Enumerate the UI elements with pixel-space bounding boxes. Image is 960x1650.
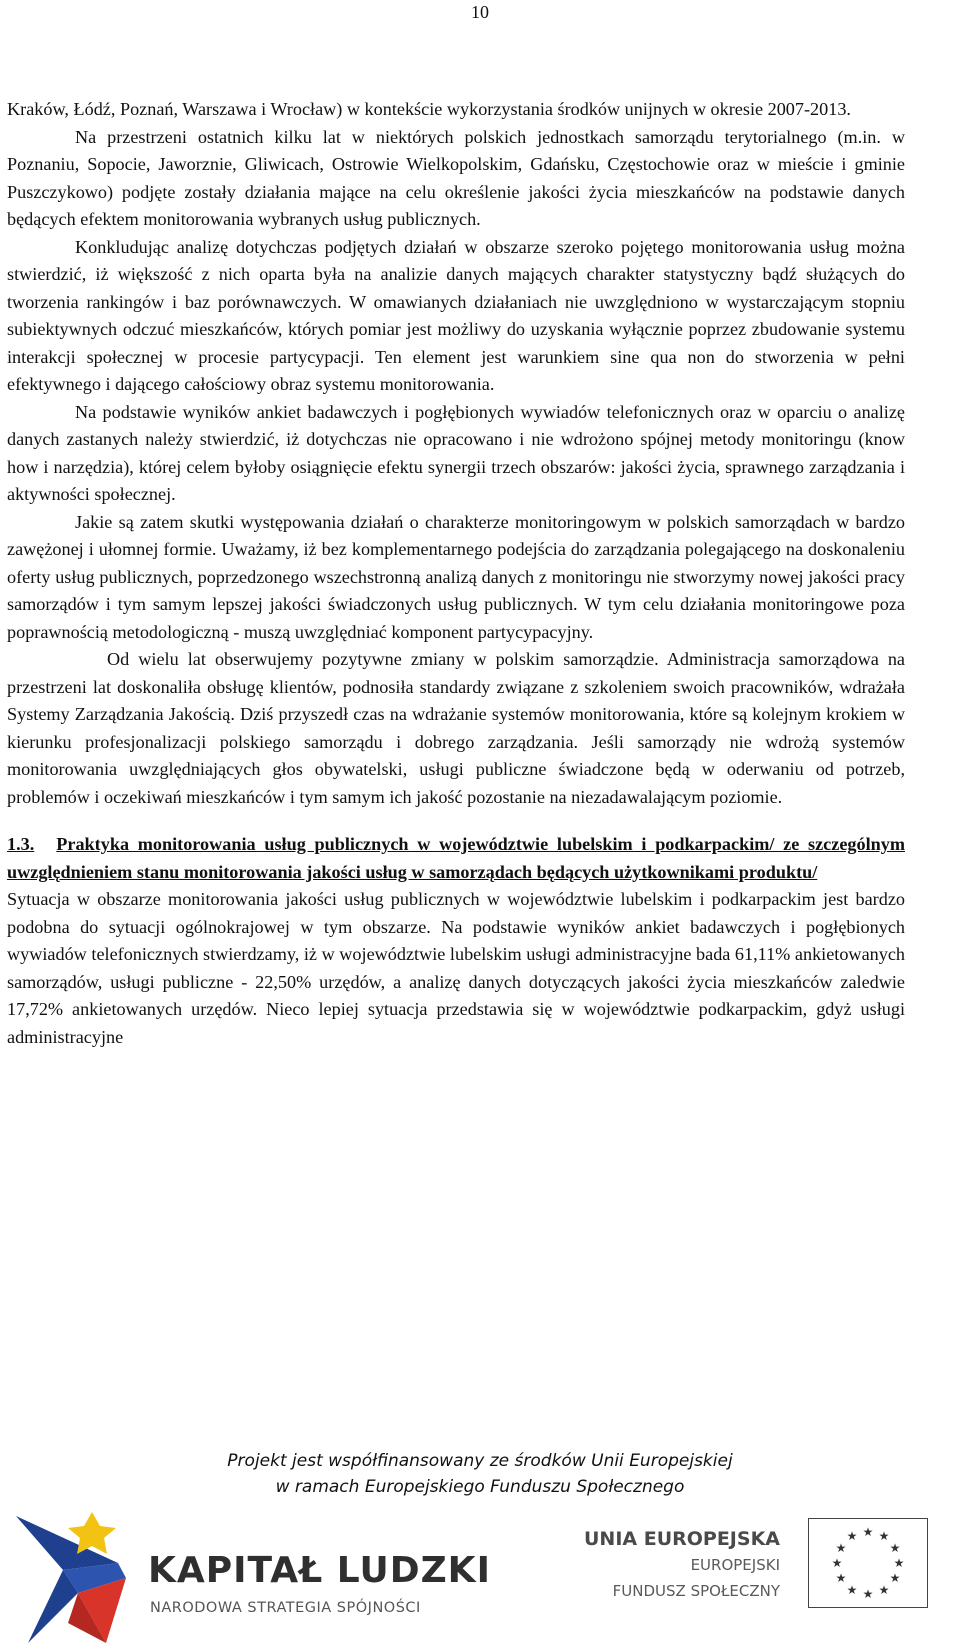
svg-text:★: ★ bbox=[878, 1529, 890, 1543]
svg-text:★: ★ bbox=[835, 1541, 847, 1555]
document-body bbox=[7, 96, 905, 1051]
kapital-ludzki-logo bbox=[8, 1508, 491, 1648]
kapital-ludzki-title: KAPITAŁ LUDZKI bbox=[148, 1550, 491, 1591]
svg-text:★: ★ bbox=[835, 1571, 847, 1585]
ue-logo bbox=[548, 1510, 950, 1630]
kapital-ludzki-star-icon bbox=[8, 1508, 138, 1648]
paragraph: Kraków, Łódź, Poznań, Warszawa i Wrocław) w kontekście wykorzystania środków unijnych w okresie 2007-2013. bbox=[7, 99, 851, 119]
ue-line-2: EUROPEJSKI bbox=[690, 1556, 780, 1574]
paragraph: Jakie są zatem skutki występowania działań o charakterze monitoringowym w polskich samorządach w bardzo zawężonej i ułomnej formie. Uważamy, iż bez komplementarnego podejścia do zarządzania polegającego na doskonaleniu oferty usług publicznych, poprzedzonego wszechstronną analizą danych z monitoringu nie stworzymy nowej jakości pracy samorządów i tym samym lepszej jakości świadczonych usług publicznych. W tym celu działania monitoringowe poza poprawnością metodologiczną - muszą uwzględniać komponent partycypacyjny. bbox=[7, 511, 905, 642]
kapital-ludzki-subtitle: NARODOWA STRATEGIA SPÓJNOŚCI bbox=[150, 1600, 421, 1616]
svg-text:★: ★ bbox=[831, 1556, 843, 1570]
paragraph: Na przestrzeni ostatnich kilku lat w niektórych polskich jednostkach samorządu terytorialnego (m.in. w Poznaniu, Sopocie, Jaworznie, Gliwicach, Ostrowie Wielkopolskim, Gdańsku, Częstochowie oraz w mieście i gminie Puszczykowo) podjęte zostały działania mające na celu określenie jakości życia mieszkańców na podstawie danych będących efektem monitorowania wybranych usług publicznych. bbox=[7, 126, 905, 229]
section-body: Sytuacja w obszarze monitorowania jakości usług publicznych w województwie lubelskim i podkarpackim jest bardzo podobna do sytuacji ogólnokrajowej w tym obszarze. Na podstawie wyników ankiet badawczych i pogłębionych wywiadów telefonicznych stwierdzamy, iż w województwie lubelskim usługi administracyjne bada 61,11% ankietowanych samorządów, usługi publiczne - 22,50% urzędów, a analizę danych dotyczących jakości życia mieszkańców zaledwie 17,72% ankietowanych urzędów. Nieco lepiej sytuacja przedstawia się w województwie podkarpackim, gdyż usługi administracyjne bbox=[7, 889, 905, 1047]
svg-text:★: ★ bbox=[862, 1587, 874, 1601]
paragraph: Konkludując analizę dotychczas podjętych działań w obszarze szeroko pojętego monitorowania usług można stwierdzić, iż większość z nich oparta była na analizie danych mających charakter statystyczny bądź służących do tworzenia rankingów i baz porównawczych. W omawianych działaniach nie uwzględniono w wystarczającym stopniu subiektywnych odczuć mieszkańców, których pomiar jest możliwy do uzyskania wyłącznie poprzez zbudowanie systemu interakcji społecznej w procesie partycypacji. Ten element jest warunkiem sine qua non do stworzenia w pełni efektywnego i dającego całościowy obraz systemu monitorowania. bbox=[7, 236, 905, 394]
svg-text:★: ★ bbox=[846, 1529, 858, 1543]
svg-text:★: ★ bbox=[889, 1571, 901, 1585]
footer-line-1: Projekt jest współfinansowany ze środków Unii Europejskiej bbox=[227, 1451, 733, 1471]
eu-flag-icon bbox=[808, 1518, 928, 1608]
svg-text:★: ★ bbox=[878, 1583, 890, 1597]
page-number: 10 bbox=[471, 2, 489, 22]
ue-text bbox=[584, 1526, 780, 1604]
section-number: 1.3. bbox=[7, 834, 35, 854]
footer-line-2: w ramach Europejskiego Funduszu Społecznego bbox=[275, 1477, 685, 1497]
section-heading bbox=[7, 831, 905, 886]
section-title: Praktyka monitorowania usług publicznych w województwie lubelskim i podkarpackim/ ze szczególnym uwzględnieniem stanu monitorowania jakości usług w samorządach będących użytkownikami produktu/ bbox=[7, 834, 905, 882]
ue-line-1: UNIA EUROPEJSKA bbox=[584, 1528, 780, 1550]
svg-text:★: ★ bbox=[862, 1525, 874, 1539]
paragraph: Od wielu lat obserwujemy pozytywne zmiany w polskim samorządzie. Administracja samorządowa na przestrzeni lat doskonaliła obsługę klientów, podnosiła standardy związane z szkoleniem swoich pracowników, wdrażała Systemy Zarządzania Jakością. Dziś przyszedł czas na wdrażanie systemów monitorowania, które są kolejnym krokiem w kierunku profesjonalizacji polskiego samorządu i dobrego zarządzania. Jeśli samorządy nie wdrożą systemów monitorowania uwzględniających głos obywatelski, usługi publiczne świadczone będą w oderwaniu od potrzeb, problemów i oczekiwań mieszkańców i tym samym ich jakość pozostanie na niezadawalającym poziomie. bbox=[7, 649, 905, 807]
svg-text:★: ★ bbox=[846, 1583, 858, 1597]
svg-text:★: ★ bbox=[893, 1556, 905, 1570]
footer-note bbox=[0, 1448, 960, 1500]
paragraph: Na podstawie wyników ankiet badawczych i pogłębionych wywiadów telefonicznych oraz w oparciu o analizę danych zastanych należy stwierdzić, iż dotychczas nie opracowano i nie wdrożono spójnej metody monitoringu (know how i narzędzia), której celem byłoby osiągnięcie efektu synergii trzech obszarów: jakości życia, sprawnego zarządzania i aktywności społecznej. bbox=[7, 401, 905, 504]
ue-line-3: FUNDUSZ SPOŁECZNY bbox=[612, 1582, 780, 1600]
svg-text:★: ★ bbox=[889, 1541, 901, 1555]
